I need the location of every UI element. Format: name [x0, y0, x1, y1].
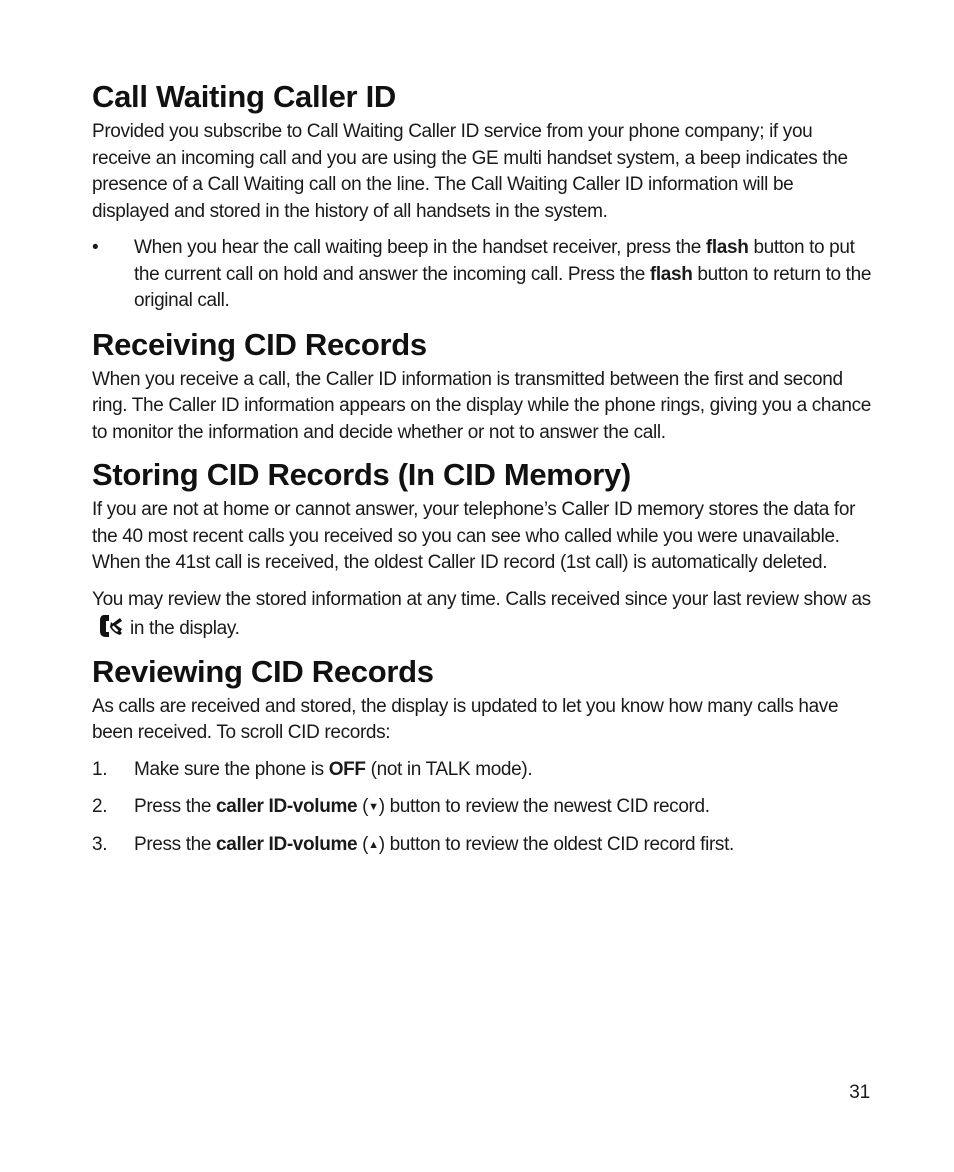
- text: Press the: [134, 796, 217, 817]
- text: in the display.: [130, 618, 240, 639]
- text: button to return to the original call.: [134, 263, 872, 311]
- keyword-flash: flash: [705, 237, 749, 258]
- heading-call-waiting: Call Waiting Caller ID: [92, 79, 397, 114]
- new-call-phone-icon: [98, 613, 128, 639]
- paragraph-storing: If you are not at home or cannot answer, your telephone’s Caller ID memory stores the data for the 40 most recent calls you received so you can see who called while you were unavailable. When the 41st call is received, the oldest Caller ID record (1st call) is automatically deleted.: [92, 499, 856, 573]
- text: Make sure the phone is: [134, 758, 329, 780]
- step-number: 1.: [92, 758, 108, 780]
- document-page: [92, 78, 872, 869]
- section-call-waiting: [92, 78, 872, 315]
- text: (: [357, 796, 369, 817]
- section-storing: [92, 456, 872, 643]
- text: When you hear the call waiting beep in the handset receiver, press the: [134, 237, 706, 258]
- keyword-flash: flash: [649, 263, 693, 285]
- arrow-up-icon: ▲: [368, 838, 379, 851]
- paragraph-call-waiting: Provided you subscribe to Call Waiting Caller ID service from your phone company; if you receive an incoming call and you are using the GE multi handset system, a beep indicates the presence of a Call Waiting call on the line. The Call Waiting Caller ID information will be displayed and stored in the history of all handsets in the system.: [92, 121, 848, 222]
- list-item: [92, 794, 872, 821]
- text: (: [357, 833, 369, 855]
- list-item: [92, 832, 872, 859]
- paragraph-reviewing: As calls are received and stored, the display is updated to let you know how many calls have been received. To scroll CID records:: [92, 695, 839, 743]
- text: ) button to review the newest CID record.: [378, 796, 710, 817]
- text: (not in TALK mode).: [365, 758, 533, 780]
- keyword-caller-id-volume: caller ID-volume: [216, 796, 358, 817]
- keyword-off: OFF: [328, 758, 366, 780]
- text: button to put the current call on hold and answer the incoming call. Press the: [134, 237, 855, 285]
- step-number: 2.: [92, 796, 108, 817]
- paragraph-receiving: When you receive a call, the Caller ID information is transmitted between the first and second ring. The Caller ID information appears on the display while the phone rings, giving you a chance to monitor the information and decide whether or not to answer the call.: [92, 368, 871, 443]
- list-item: [92, 757, 872, 784]
- steps-list: [92, 757, 872, 859]
- text: You may review the stored information at any time. Calls received since your last review show as: [92, 588, 871, 610]
- list-item: [92, 235, 872, 315]
- step-number: 3.: [92, 833, 108, 855]
- keyword-caller-id-volume: caller ID-volume: [216, 833, 358, 855]
- bullet-list: [92, 235, 872, 315]
- bullet-marker: •: [92, 237, 99, 258]
- text: ) button to review the oldest CID record first.: [378, 833, 734, 855]
- paragraph-review: [92, 587, 872, 643]
- section-reviewing: [92, 653, 872, 859]
- heading-storing: Storing CID Records (In CID Memory): [92, 457, 631, 492]
- text: Press the: [134, 833, 217, 855]
- section-receiving: [92, 326, 872, 447]
- heading-receiving: Receiving CID Records: [92, 326, 427, 362]
- page-number: 31: [849, 1082, 870, 1103]
- arrow-down-icon: ▼: [368, 801, 379, 813]
- heading-reviewing: Reviewing CID Records: [92, 653, 434, 689]
